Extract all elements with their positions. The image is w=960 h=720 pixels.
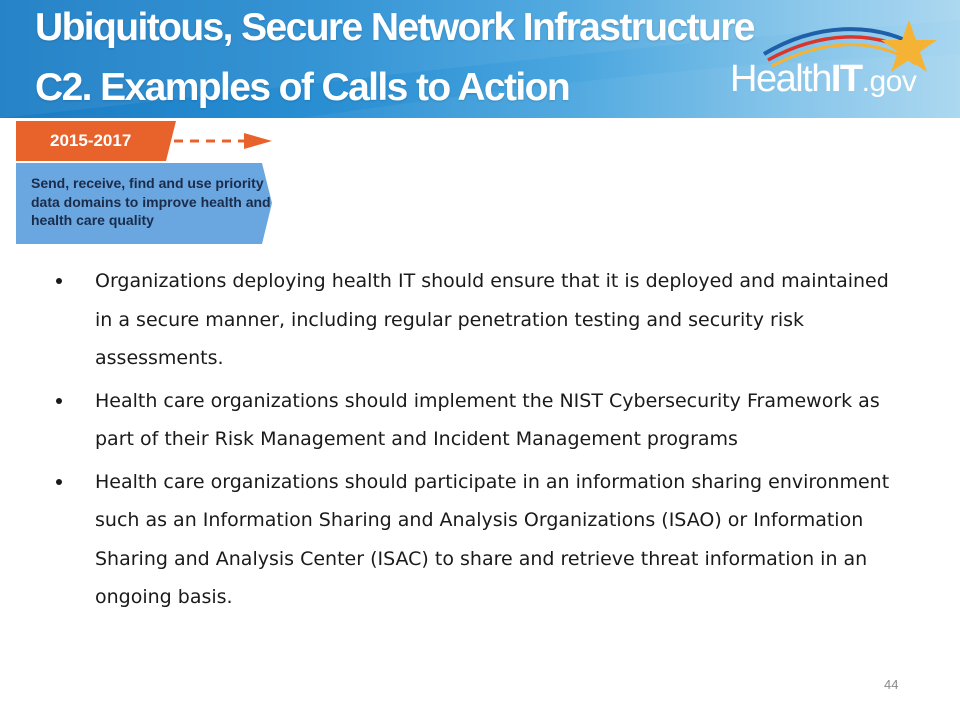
list-item	[56, 463, 896, 617]
bullet-icon	[56, 278, 62, 284]
healthit-logo	[724, 14, 944, 104]
logo-it-text: IT	[830, 58, 862, 100]
list-item	[56, 262, 896, 378]
timeline-years: 2015-2017	[50, 131, 132, 150]
page-number: 44	[884, 677, 899, 692]
bullet-text: Health care organizations should participate in an information sharing environment such as an Information Sharing and Analysis Organizations (ISAO) or Information Sharing and Analysis Center (ISAC) to share and retrieve threat information in an ongoing basis.	[95, 470, 890, 608]
bullet-icon	[56, 398, 62, 404]
bullet-text: Health care organizations should implement the NIST Cybersecurity Framework as part of their Risk Management and Incident Management programs	[95, 389, 880, 450]
list-item	[56, 382, 896, 459]
bullet-icon	[56, 479, 62, 485]
slide-title: Ubiquitous, Secure Network Infrastructure	[35, 6, 754, 49]
header-banner	[0, 0, 960, 118]
logo-wordmark	[730, 58, 916, 101]
bullet-text: Organizations deploying health IT should ensure that it is deployed and maintained in a secure manner, including regular penetration testing and security risk assessments.	[95, 270, 889, 369]
timeline-description: Send, receive, find and use priority data domains to improve health and health care quality	[31, 175, 271, 228]
slide-subtitle: C2. Examples of Calls to Action	[35, 66, 570, 109]
logo-health-text: Health	[730, 58, 831, 100]
bullet-list	[56, 262, 896, 621]
logo-gov-text: .gov	[861, 65, 917, 98]
